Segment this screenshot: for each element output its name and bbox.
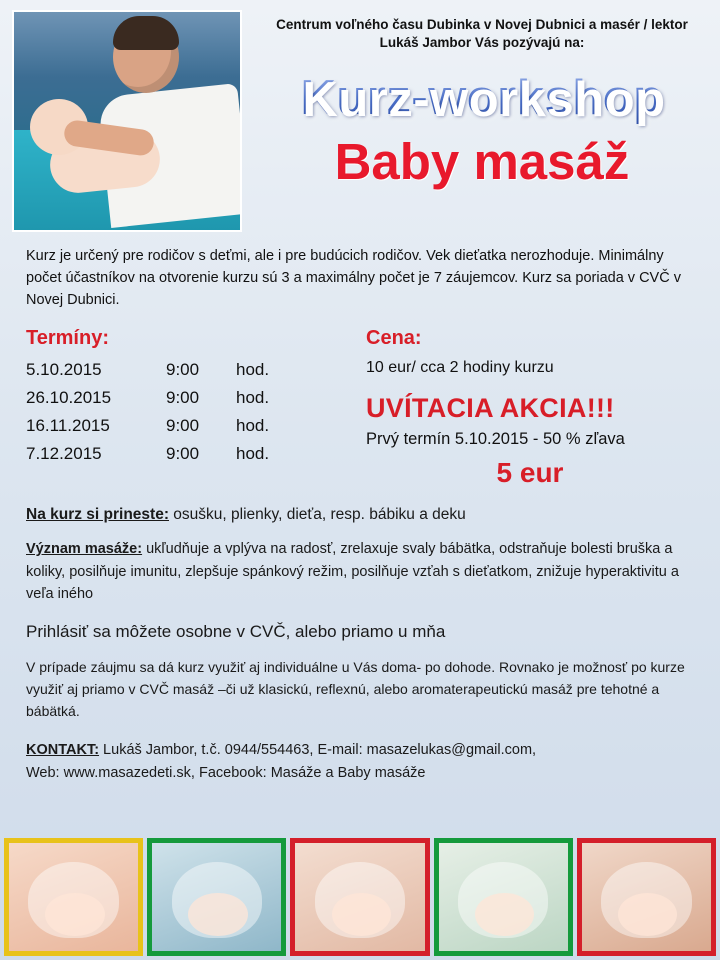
man-hair-shape [113,16,179,50]
thumb-shape [45,893,104,936]
terms-column [26,327,356,489]
bring-text: osušku, plienky, dieťa, resp. bábiku a deku [169,506,466,524]
term-unit: hod. [236,444,270,464]
price-line: 10 eur/ cca 2 hodiny kurzu [366,359,554,377]
terms-price-columns [0,327,720,489]
term-unit: hod. [236,416,270,436]
benefits-text: ukľudňuje a vplýva na radosť, zrelaxuje svaly bábätka, odstraňuje bolesti bruška a koliky, posilňuje imunitu, zlepšuje spánkový režim, posilňuje vzťah s dieťatkom, znižuje hyperaktivitu a veľa iného [26,541,679,603]
term-unit: hod. [236,360,270,380]
table-row [26,412,356,440]
poster-header [0,0,720,232]
term-date: 7.12.2015 [26,444,102,464]
bring-label: Na kurz si prineste: [26,506,169,524]
term-date: 16.11.2015 [26,416,110,436]
term-time: 9:00 [166,444,200,464]
intro-paragraph: Kurz je určený pre rodičov s deťmi, ale i pre budúcich rodičov. Vek dieťatka nerozhoduje. Minimálny počet účastníkov na otvorenie kurzu sú 3 a maximálny počet je 7 záujemcov. Kurz sa poriada v CVČ v Novej Dubnici. [26,248,681,308]
term-time: 9:00 [166,388,200,408]
promo-title: UVÍTACIA AKCIA!!! [366,393,615,424]
term-time: 9:00 [166,360,200,380]
baby-massage-photo [12,10,242,232]
note-section: V prípade záujmu sa dá kurz využiť aj individuálne u Vás doma- po dohode. Rovnako je možnosť po kurze využiť aj priamo v CVČ masáž –či už klasickú, reflexnú, alebo aromaterapeutickú masáž pre tehotné a bábätká. [26,658,685,720]
thumb-shape [332,893,391,936]
header-text-block [242,10,708,232]
table-row [26,440,356,468]
signup-section: Prihlásiť sa môžete osobne v CVČ, alebo priamo u mňa [26,621,446,641]
thumb-baby-smiling [290,838,429,956]
thumb-shape [188,893,247,936]
poster-title-secondary: Baby masáž [334,133,630,191]
thumb-baby-feet-hands [4,838,143,956]
poster-title-primary: Kurz-workshop [256,70,708,126]
bring-section [0,503,720,526]
contact-line-2: Web: www.masazedeti.sk, Facebook: Masáže a Baby masáže [26,764,426,781]
table-row [26,384,356,412]
thumb-shape [475,893,534,936]
benefits-label: Význam masáže: [26,541,143,558]
contact-line-1: Lukáš Jambor, t.č. 0944/554463, E-mail: masazelukas@gmail.com, [99,741,537,758]
table-row [26,356,356,384]
thumb-shape [618,893,677,936]
thumb-baby-massage [434,838,573,956]
term-unit: hod. [236,388,270,408]
promo-subtitle: Prvý termín 5.10.2015 - 50 % zľava [366,430,625,449]
price-heading: Cena: [366,327,422,350]
promo-price: 5 eur [496,457,564,489]
term-date: 26.10.2015 [26,388,112,408]
term-time: 9:00 [166,416,200,436]
gallery-strip [0,838,720,960]
price-column [356,327,694,489]
thumb-baby-sleeping [147,838,286,956]
thumb-baby-feet [577,838,716,956]
contact-section [0,739,720,785]
organizer-line: Centrum voľného času Dubinka v Novej Dubnici a masér / lektor Lukáš Jambor Vás pozývajú na: [276,17,688,51]
terms-heading: Termíny: [26,327,109,350]
benefits-section [0,538,720,605]
contact-label: KONTAKT: [26,741,100,758]
term-date: 5.10.2015 [26,360,102,380]
